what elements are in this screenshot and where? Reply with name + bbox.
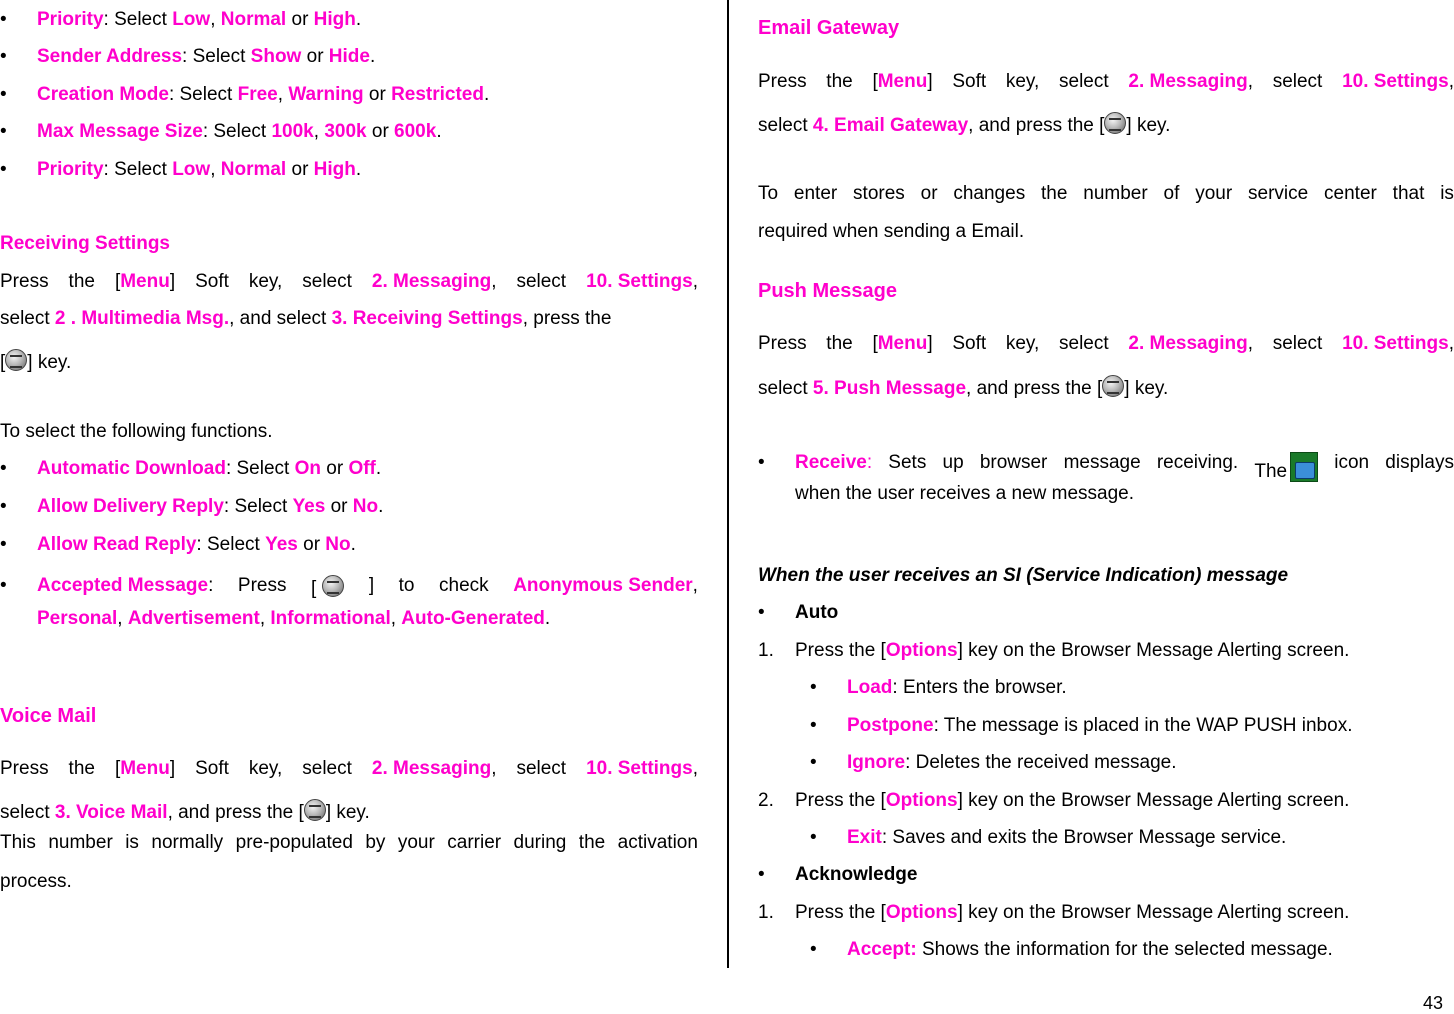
- paragraph-line: To select the following functions.: [0, 421, 273, 442]
- page-number: 43: [1422, 993, 1443, 1013]
- section-heading-receiving-settings: Receiving Settings: [0, 233, 170, 254]
- paragraph-line: [ ] key.: [0, 349, 71, 374]
- ok-key-icon: [304, 799, 326, 821]
- si-subheading: When the user receives an SI (Service Indication) message: [758, 565, 1289, 586]
- section-heading-voice-mail: Voice Mail: [0, 705, 97, 727]
- paragraph-line: required when sending a Email.: [758, 221, 1025, 242]
- paragraph-line: Press the [Menu] Soft key, select 2. Messaging, select 10. Settings,: [758, 71, 1454, 92]
- paragraph-line: To enter stores or changes the number of your service center that is: [758, 183, 1454, 204]
- paragraph-line: Press the [Menu] Soft key, select 2. Messaging, select 10. Settings,: [758, 333, 1454, 354]
- ok-key-icon: [1104, 112, 1126, 134]
- ok-key-icon: [5, 349, 27, 371]
- paragraph-line: This number is normally pre-populated by your carrier during the activation: [0, 832, 698, 853]
- column-divider: [727, 0, 729, 968]
- paragraph-line: process.: [0, 871, 72, 892]
- new-message-icon: [1290, 452, 1318, 482]
- paragraph-line: select 2 . Multimedia Msg., and select 3. Receiving Settings, press the: [0, 308, 612, 329]
- section-heading-push-message: Push Message: [758, 280, 897, 302]
- ok-key-icon: [1102, 375, 1124, 397]
- paragraph-line: select 5. Push Message, and press the [ ] key.: [758, 375, 1168, 400]
- paragraph-line: Press the [Menu] Soft key, select 2. Messaging, select 10. Settings,: [0, 758, 698, 779]
- ok-key-icon: [322, 575, 344, 597]
- paragraph-line: select 4. Email Gateway, and press the [ ] key.: [758, 112, 1170, 137]
- paragraph-line: select 3. Voice Mail, and press the [ ] key.: [0, 799, 370, 824]
- paragraph-line: Press the [Menu] Soft key, select 2. Messaging, select 10. Settings,: [0, 271, 698, 292]
- section-heading-email-gateway: Email Gateway: [758, 17, 900, 39]
